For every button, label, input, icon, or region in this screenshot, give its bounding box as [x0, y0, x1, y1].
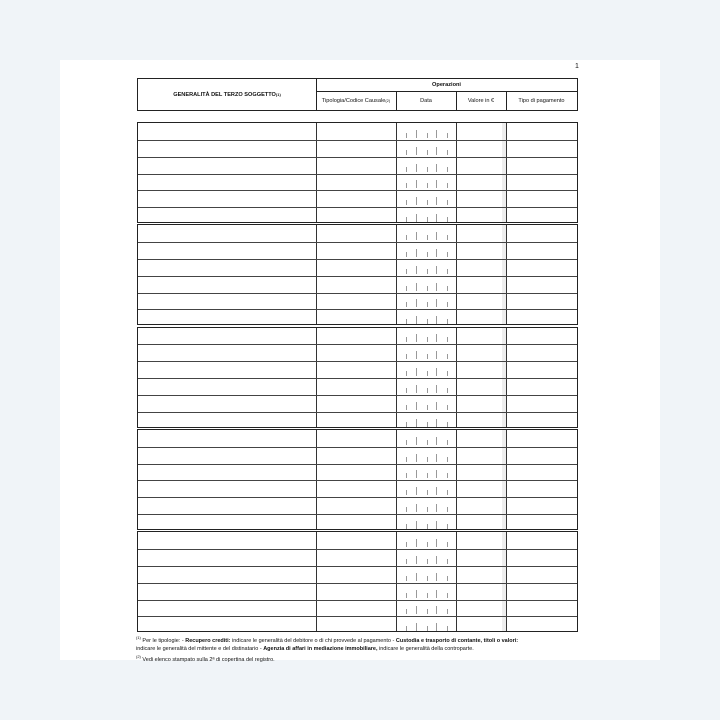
entry-row[interactable] [138, 157, 577, 174]
entry-row[interactable] [138, 309, 577, 326]
date-tick [416, 334, 417, 342]
date-tick [427, 217, 428, 222]
entry-row[interactable] [138, 447, 577, 464]
date-tick [447, 457, 448, 462]
entry-row[interactable] [138, 344, 577, 361]
date-tick [447, 269, 448, 274]
date-tick [406, 133, 407, 138]
page-number: 1 [575, 63, 579, 70]
payment-type-header: Tipo di pagamento [518, 97, 565, 104]
date-tick [447, 388, 448, 393]
date-tick [436, 573, 437, 581]
date-tick [406, 440, 407, 445]
date-tick [427, 593, 428, 598]
date-tick [406, 167, 407, 172]
date-tick [416, 316, 417, 324]
date-tick [436, 316, 437, 324]
date-tick [427, 302, 428, 307]
date-tick [447, 507, 448, 512]
table-header [137, 78, 578, 111]
date-tick [436, 351, 437, 359]
date-tick [436, 147, 437, 155]
date-tick [447, 609, 448, 614]
footnotes [136, 634, 586, 665]
date-tick [416, 147, 417, 155]
entry-row[interactable] [138, 276, 577, 293]
entry-row[interactable] [138, 566, 577, 583]
date-tick [416, 590, 417, 598]
date-tick [436, 232, 437, 240]
date-tick [447, 422, 448, 427]
date-tick [406, 217, 407, 222]
date-tick [427, 405, 428, 410]
date-tick [416, 437, 417, 445]
date-tick [416, 470, 417, 478]
date-tick [427, 609, 428, 614]
date-tick [416, 164, 417, 172]
date-tick [406, 609, 407, 614]
date-tick [436, 419, 437, 427]
date-tick [427, 269, 428, 274]
date-tick [447, 302, 448, 307]
entry-row[interactable] [138, 395, 577, 412]
date-tick [436, 385, 437, 393]
date-tick [447, 626, 448, 631]
date-tick [406, 150, 407, 155]
date-tick [427, 490, 428, 495]
date-tick [436, 556, 437, 564]
date-tick [406, 371, 407, 376]
date-tick [416, 606, 417, 614]
footnote-1: $^{(1)}$ Per le tipologie: - Recupero crediti: indicare le generalità del debitore o di chi provvede al pagamento - Custodia e trasporto di contante, titoli o valori: indicare le generalità del mittente e del distinatario - Agenzia di affari in mediazione immobiliare, indicare le generalità della controparte. [136, 635, 519, 652]
date-tick [447, 524, 448, 529]
date-tick [406, 252, 407, 257]
entry-block [137, 327, 578, 428]
date-tick [436, 623, 437, 631]
value-header: Valore in € [467, 97, 495, 104]
entry-row[interactable] [138, 480, 577, 497]
date-tick [427, 473, 428, 478]
date-tick [406, 337, 407, 342]
date-tick [427, 507, 428, 512]
date-tick [427, 133, 428, 138]
footnote-2: $^{(2)}$ Vedi elenco stampato sulla 2ª di copertina del registro. [136, 654, 275, 664]
entry-row[interactable] [138, 514, 577, 531]
entry-row[interactable] [138, 123, 577, 140]
date-tick [427, 371, 428, 376]
date-tick [447, 593, 448, 598]
date-tick [447, 252, 448, 257]
entry-block [137, 224, 578, 325]
date-tick [416, 385, 417, 393]
entry-row[interactable] [138, 242, 577, 259]
date-tick [447, 354, 448, 359]
date-tick [436, 334, 437, 342]
entry-row[interactable] [138, 497, 577, 514]
date-tick [416, 487, 417, 495]
date-tick [427, 542, 428, 547]
entry-row[interactable] [138, 361, 577, 378]
date-tick [447, 286, 448, 291]
entry-row[interactable] [138, 583, 577, 600]
date-tick [427, 576, 428, 581]
date-tick [447, 371, 448, 376]
date-tick [427, 626, 428, 631]
entry-row[interactable] [138, 259, 577, 276]
entry-block [137, 531, 578, 632]
entry-row[interactable] [138, 328, 577, 345]
date-tick [436, 249, 437, 257]
date-tick [427, 559, 428, 564]
date-tick [447, 150, 448, 155]
date-tick [436, 266, 437, 274]
entry-row[interactable] [138, 140, 577, 157]
date-tick [447, 235, 448, 240]
date-tick [406, 626, 407, 631]
date-tick [416, 539, 417, 547]
date-tick [406, 524, 407, 529]
date-tick [416, 299, 417, 307]
date-tick [427, 524, 428, 529]
date-tick [406, 269, 407, 274]
date-tick [436, 504, 437, 512]
date-tick [447, 337, 448, 342]
date-tick [427, 150, 428, 155]
entry-block [137, 122, 578, 223]
date-tick [406, 183, 407, 188]
date-tick [406, 286, 407, 291]
date-tick [406, 235, 407, 240]
date-tick [416, 130, 417, 138]
subject-header: GENERALITÀ DEL TERZO SOGGETTO (1) [173, 91, 281, 98]
date-tick [416, 402, 417, 410]
date-tick [406, 559, 407, 564]
date-tick [416, 454, 417, 462]
date-tick [447, 200, 448, 205]
date-tick [416, 283, 417, 291]
date-tick [427, 319, 428, 324]
entry-row[interactable] [138, 616, 577, 633]
date-tick [436, 164, 437, 172]
date-tick [427, 235, 428, 240]
date-tick [436, 470, 437, 478]
date-tick [416, 351, 417, 359]
date-tick [436, 521, 437, 529]
date-tick [416, 232, 417, 240]
date-tick [427, 457, 428, 462]
entry-row[interactable] [138, 532, 577, 549]
date-tick [406, 473, 407, 478]
date-tick [436, 590, 437, 598]
date-tick [416, 249, 417, 257]
date-tick [406, 405, 407, 410]
date-tick [436, 368, 437, 376]
date-tick [416, 214, 417, 222]
date-tick [427, 286, 428, 291]
date-header: Data [420, 97, 432, 104]
entry-row[interactable] [138, 207, 577, 224]
date-tick [406, 457, 407, 462]
date-tick [416, 180, 417, 188]
date-tick [436, 180, 437, 188]
date-tick [447, 319, 448, 324]
date-tick [427, 252, 428, 257]
date-tick [406, 422, 407, 427]
type-code-header: Tipologia/Codice Causale (2) [321, 97, 391, 104]
date-tick [427, 440, 428, 445]
date-tick [436, 283, 437, 291]
date-tick [406, 302, 407, 307]
date-tick [427, 167, 428, 172]
entry-row[interactable] [138, 600, 577, 617]
date-tick [436, 299, 437, 307]
date-tick [436, 214, 437, 222]
date-tick [427, 337, 428, 342]
date-tick [436, 539, 437, 547]
date-tick [427, 388, 428, 393]
date-tick [447, 405, 448, 410]
entry-row[interactable] [138, 378, 577, 395]
entries-grid [137, 122, 578, 632]
date-tick [436, 402, 437, 410]
date-tick [427, 422, 428, 427]
date-tick [416, 419, 417, 427]
date-tick [436, 454, 437, 462]
entry-block [137, 429, 578, 530]
date-tick [406, 388, 407, 393]
date-tick [416, 521, 417, 529]
date-tick [406, 593, 407, 598]
date-tick [447, 167, 448, 172]
date-tick [416, 623, 417, 631]
date-tick [447, 559, 448, 564]
date-tick [447, 217, 448, 222]
date-tick [447, 473, 448, 478]
date-tick [406, 576, 407, 581]
date-tick [416, 504, 417, 512]
date-tick [447, 542, 448, 547]
date-tick [406, 200, 407, 205]
date-tick [447, 490, 448, 495]
date-tick [416, 573, 417, 581]
date-tick [416, 556, 417, 564]
entry-row[interactable] [138, 293, 577, 310]
date-tick [416, 197, 417, 205]
date-tick [447, 440, 448, 445]
date-tick [447, 133, 448, 138]
entry-row[interactable] [138, 412, 577, 429]
entry-row[interactable] [138, 225, 577, 242]
date-tick [406, 490, 407, 495]
date-tick [406, 319, 407, 324]
entry-row[interactable] [138, 549, 577, 566]
date-tick [427, 183, 428, 188]
date-tick [416, 266, 417, 274]
date-tick [436, 197, 437, 205]
date-tick [436, 130, 437, 138]
date-tick [406, 507, 407, 512]
entry-row[interactable] [138, 190, 577, 207]
date-tick [447, 183, 448, 188]
date-tick [436, 606, 437, 614]
date-tick [406, 542, 407, 547]
operations-header: Operazioni [432, 82, 461, 88]
entry-row[interactable] [138, 430, 577, 447]
date-tick [416, 368, 417, 376]
date-tick [436, 437, 437, 445]
date-tick [427, 354, 428, 359]
date-tick [447, 576, 448, 581]
date-tick [427, 200, 428, 205]
date-tick [436, 487, 437, 495]
date-tick [406, 354, 407, 359]
entry-row[interactable] [138, 464, 577, 481]
entry-row[interactable] [138, 174, 577, 191]
